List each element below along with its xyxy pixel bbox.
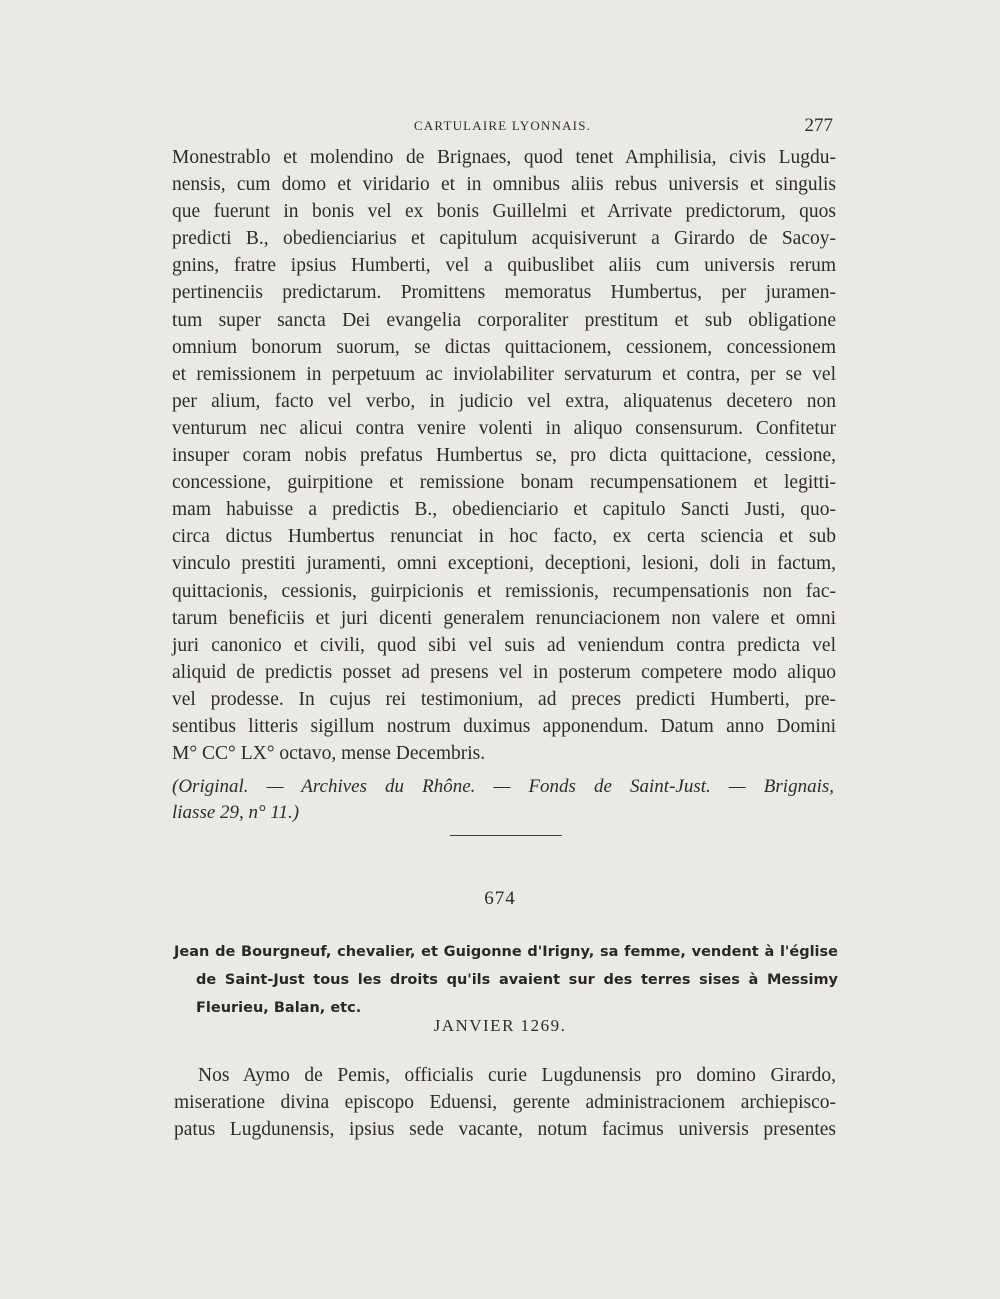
text-line: quittacionis, cessionis, guirpicionis et remissionis, recumpensationis non fac- xyxy=(172,580,836,602)
text-line: venturum nec alicui contra venire volenti in aliquo consensurum. Confitetur xyxy=(172,417,836,439)
text-line: circa dictus Humbertus renunciat in hoc facto, ex certa sciencia et sub xyxy=(172,526,836,548)
running-title: CARTULAIRE LYONNAIS. xyxy=(413,118,592,133)
text-line: predicti B., obedienciarius et capitulum acquisiverunt a Girardo de Sacoy- xyxy=(172,228,836,250)
document-summary xyxy=(174,938,838,1022)
charter-opening xyxy=(174,1062,836,1143)
text-line: patus Lugdunensis, ipsius sede vacante, notum facimus universis presentes xyxy=(174,1119,836,1141)
text-line: omnium bonorum suorum, se dictas quittacionem, cessionem, concessionem xyxy=(172,336,836,358)
text-line: mam habuisse a predictis B., obedienciario et capitulo Sancti Justi, quo- xyxy=(172,499,836,521)
document-date: JANVIER 1269. xyxy=(433,1016,567,1035)
text-line: vel prodesse. In cujus rei testimonium, ad preces predicti Humberti, pre- xyxy=(172,688,836,710)
text-line: aliquid de predictis posset ad presens vel in posterum competere modo aliquo xyxy=(172,661,836,683)
text-line: vinculo prestiti juramenti, omni exceptioni, deceptioni, lesioni, doli in factum, xyxy=(172,553,836,575)
text-line: Monestrablo et molendino de Brignaes, quod tenet Amphilisia, civis Lugdu- xyxy=(172,147,836,168)
text-line: M° CC° LX° octavo, mense Decembris. xyxy=(172,743,486,765)
text-line: nensis, cum domo et viridario et in omnibus aliis rebus universis et singulis xyxy=(172,174,836,196)
summary-line: Fleurieu, Balan, etc. xyxy=(196,1000,362,1016)
document-number: 674 xyxy=(484,888,516,909)
source-line: (Original. — Archives du Rhône. — Fonds de Saint-Just. — Brignais, xyxy=(172,776,834,797)
summary-line: de Saint-Just tous les droits qu'ils avaient sur des terres sises à Messimy xyxy=(196,972,838,988)
text-line: tum super sancta Dei evangelia corporaliter prestitum et sub obligatione xyxy=(172,309,836,331)
text-line: miseratione divina episcopo Eduensi, gerente administracionem archiepisco- xyxy=(174,1092,836,1114)
summary-line: Jean de Bourgneuf, chevalier, et Guigonne d'Irigny, sa femme, vendent à l'église xyxy=(174,944,838,960)
text-line: concessione, guirpitione et remissione bonam recumpensationem et legitti- xyxy=(172,472,836,494)
text-line: juri canonico et civili, quod sibi vel suis ad veniendum contra predicta vel xyxy=(172,634,836,656)
text-line: per alium, facto vel verbo, in judicio vel extra, aliquatenus decetero non xyxy=(172,390,836,412)
text-line: que fuerunt in bonis vel ex bonis Guillelmi et Arrivate predictorum, quos xyxy=(172,201,836,223)
text-line: Nos Aymo de Pemis, officialis curie Lugdunensis pro domino Girardo, xyxy=(198,1065,836,1086)
text-line: tarum beneficiis et juri dicenti generalem renunciacionem non valere et omni xyxy=(172,607,836,629)
running-head xyxy=(170,116,835,140)
page-number: 277 xyxy=(804,115,833,136)
source-line: liasse 29, n° 11.) xyxy=(172,802,300,823)
section-divider xyxy=(450,835,562,836)
charter-text-continued xyxy=(172,144,836,767)
text-line: pertinenciis predictarum. Promittens memoratus Humbertus, per juramen- xyxy=(172,282,836,304)
text-line: gnins, fratre ipsius Humberti, vel a quibuslibet aliis cum universis rerum xyxy=(172,255,836,277)
source-citation xyxy=(172,774,834,826)
text-line: et remissionem in perpetuum ac inviolabiliter servaturum et contra, per se vel xyxy=(172,363,836,385)
text-line: sentibus litteris sigillum nostrum duximus apponendum. Datum anno Domini xyxy=(172,715,836,737)
text-line: insuper coram nobis prefatus Humbertus se, pro dicta quittacione, cessione, xyxy=(172,445,836,467)
